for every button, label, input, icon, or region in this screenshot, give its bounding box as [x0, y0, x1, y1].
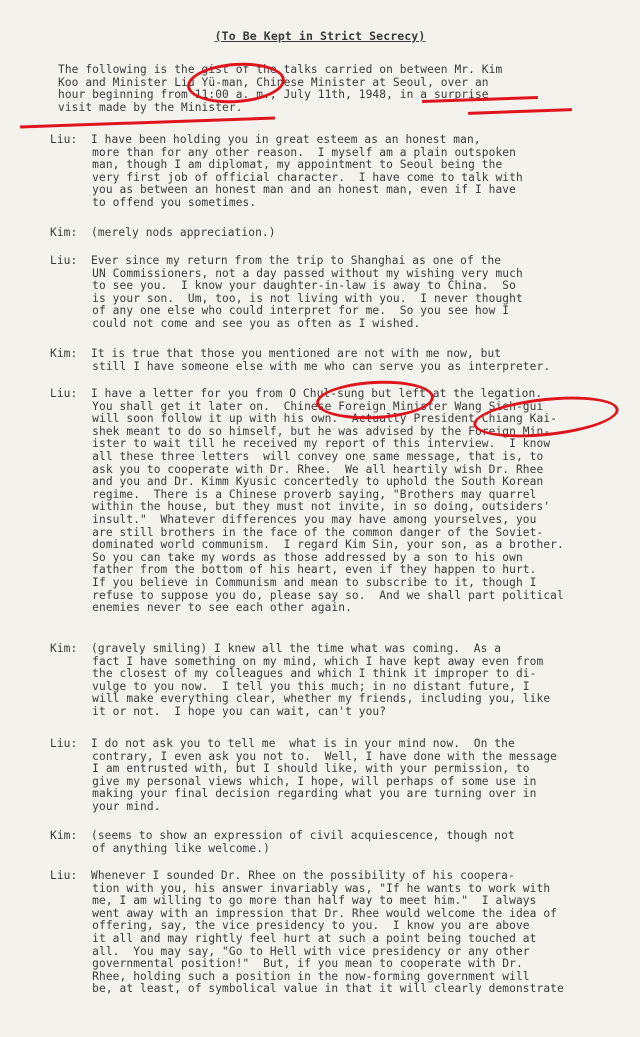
- text-line: Liu: I do not ask you to tell me what is in your mind now. On the: [50, 737, 515, 750]
- text-line: it or not. I hope you can wait, can't you?: [58, 704, 387, 718]
- text-line: shek meant to do so himself, but he was advised by the Foreign Min-: [58, 424, 551, 438]
- text-line: to see you. I know your daughter-in-law is away to China. So: [58, 279, 516, 293]
- text-line: fact I have something on my mind, which I have kept away even from: [58, 654, 544, 668]
- paragraph: [50, 133, 623, 210]
- text-line: ask you to cooperate with Dr. Rhee. We all heartily wish Dr. Rhee: [58, 462, 544, 476]
- text-line: Liu: I have been holding you in great esteem as an honest man,: [50, 133, 481, 146]
- text-line: it all and may rightly feel hurt at such a point being touched at: [58, 931, 537, 945]
- text-line: man, though I am diplomat, my appointment to Seoul being the: [58, 158, 503, 172]
- paragraph: [50, 642, 623, 719]
- document-header: [0, 30, 640, 43]
- text-line: are still brothers in the face of the common danger of the Soviet-: [58, 525, 544, 539]
- paragraph: [50, 869, 623, 996]
- text-line: will soon follow it up with his own. Actually President Chiang Kai-: [58, 412, 557, 426]
- text-line: refuse to suppose you do, please say so. And we shall part political: [58, 588, 564, 602]
- text-line: hour beginning from 11:00 a. m., July 11th, 1948, in a surprise: [58, 88, 489, 102]
- text-line: you as between an honest man and an honest man, even if I have: [58, 183, 516, 197]
- text-line: insult." Whatever differences you may have among yourselves, you: [58, 512, 537, 526]
- secrecy-heading: (To Be Kept in Strict Secrecy): [214, 29, 426, 43]
- text-line: be, at least, of symbolical value in that it will clearly demonstrate: [58, 982, 564, 996]
- text-line: Kim: It is true that those you mentioned are not with me now, but: [50, 347, 502, 360]
- text-line: Rhee, holding such a position in the now-forming government will: [58, 969, 530, 983]
- paragraph: [50, 737, 623, 814]
- text-line: regime. There is a Chinese proverb saying, "Brothers may quarrel: [58, 487, 537, 501]
- text-line: tion with you, his answer invariably was, "If he wants to work with: [58, 881, 551, 895]
- text-line: UN Commissioners, not a day passed without my wishing very much: [58, 266, 523, 280]
- text-line: of anything like welcome.): [58, 841, 270, 855]
- paragraph: [50, 387, 623, 615]
- text-line: give my personal views which, I hope, will perhaps of some use in: [58, 774, 537, 788]
- text-line: The following is the gist of the talks carried on between Mr. Kim: [58, 63, 503, 76]
- text-line: and you and Dr. Kimm Kyusic concertedly to uphold the South Korean: [58, 475, 544, 489]
- text-line: Kim: (merely nods appreciation.): [50, 226, 276, 239]
- paragraph: [58, 64, 623, 114]
- text-line: offering, say, the vice presidency to you. I know you are above: [58, 919, 530, 933]
- text-line: me, I am willing to go more than half way to meet him." I always: [58, 894, 537, 908]
- text-line: enemies never to see each other again.: [58, 601, 352, 615]
- paragraph: [50, 226, 623, 240]
- text-line: still I have someone else with me who can serve you as interpreter.: [58, 359, 551, 373]
- text-line: Liu: I have a letter for you from O Chul-sung but left at the legation.: [50, 387, 543, 400]
- text-line: of any one else who could interpret for me. So you see how I: [58, 304, 510, 318]
- text-line: to offend you sometimes.: [58, 195, 257, 209]
- text-line: father from the bottom of his heart, even if they happen to hurt.: [58, 563, 537, 577]
- text-line: making your final decision regarding what you are turning over in: [58, 787, 537, 801]
- text-line: all. You may say, "Go to Hell with vice presidency or any other: [58, 944, 530, 958]
- paragraph: [50, 254, 623, 331]
- text-line: is your son. Um, too, is not living with you. I never thought: [58, 291, 523, 305]
- text-line: very first job of official character. I have come to talk with: [58, 170, 523, 184]
- text-line: If you believe in Communism and mean to subscribe to it, though I: [58, 575, 537, 589]
- text-line: contrary, I even ask you not to. Well, I have done with the message: [58, 749, 557, 763]
- text-line: went away with an impression that Dr. Rhee would welcome the idea of: [58, 906, 557, 920]
- text-line: all these three letters will convey one same message, that is, to: [58, 449, 544, 463]
- text-line: dominated world communism. I regard Kim Sin, your son, as a brother.: [58, 538, 564, 552]
- text-line: Liu: Ever since my return from the trip to Shanghai as one of the: [50, 254, 502, 267]
- text-line: your mind.: [58, 799, 161, 813]
- text-line: more than for any other reason. I myself am a plain outspoken: [58, 145, 516, 159]
- text-line: ister to wait till he received my report of this interview. I know: [58, 437, 551, 451]
- text-line: will make everything clear, whether my friends, including you, like: [58, 692, 551, 706]
- text-line: So you can take my words as those addressed by a son to his own: [58, 550, 523, 564]
- text-line: vulge to you now. I tell you this much; in no distant future, I: [58, 679, 530, 693]
- text-line: visit made by the Minister.: [58, 100, 243, 114]
- paragraph: [50, 347, 623, 373]
- paragraph: [50, 829, 623, 855]
- text-line: governmental position!" But, if you mean to cooperate with Dr.: [58, 957, 523, 971]
- text-line: the closest of my colleagues and which I think it improper to di-: [58, 667, 537, 681]
- text-line: Kim: (seems to show an expression of civil acquiescence, though not: [50, 829, 515, 842]
- text-line: could not come and see you as often as I wished.: [58, 316, 421, 330]
- annotation-underline-visit: [20, 117, 275, 129]
- text-line: Kim: (gravely smiling) I knew all the time what was coming. As a: [50, 642, 502, 655]
- text-line: within the house, but they must not invite, in so doing, outsiders': [58, 500, 551, 514]
- text-line: Liu: Whenever I sounded Dr. Rhee on the possibility of his coopera-: [50, 869, 515, 882]
- text-line: I am entrusted with, but I should like, with your permission, to: [58, 762, 530, 776]
- text-line: Koo and Minister Liu Yü-man, Chinese Minister at Seoul, over an: [58, 75, 489, 89]
- text-line: You shall get it later on. Chinese Foreign Minister Wang Sieh-gui: [58, 399, 544, 413]
